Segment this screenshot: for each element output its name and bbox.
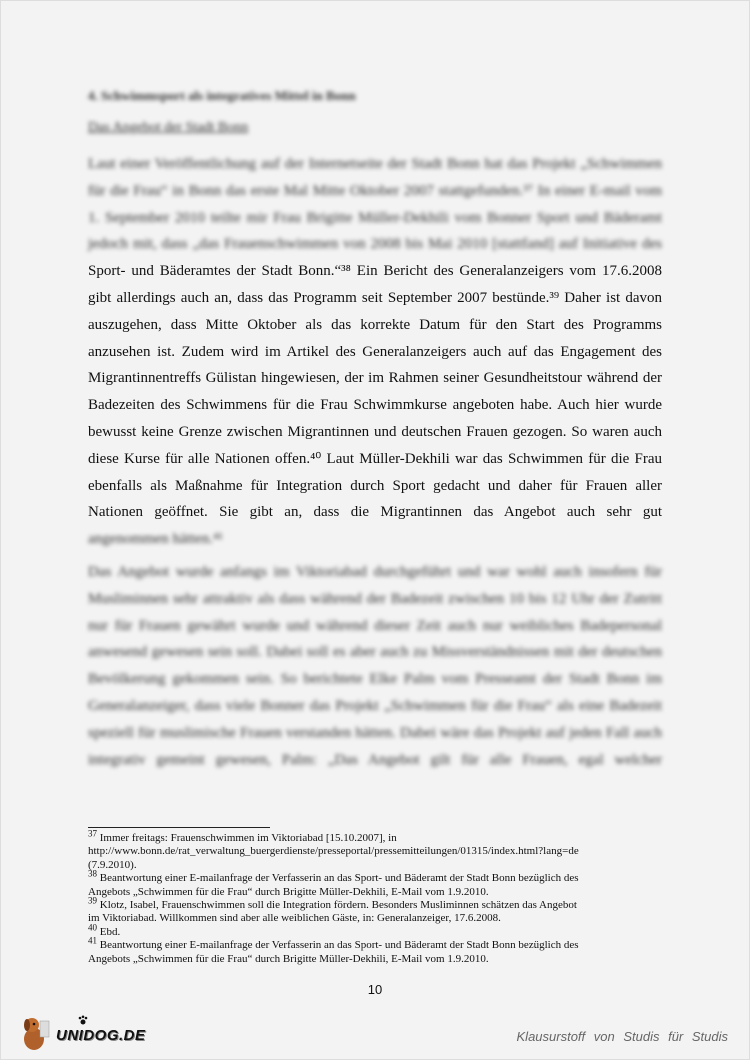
footer-tagline: Klausurstoff von Studis für Studis — [516, 1029, 728, 1044]
footnote-line — [88, 912, 658, 925]
text-line: anwesend gewesen sein soll. Dabei soll es aber auch zu Missverständnissen mit der deutschen — [88, 644, 662, 661]
footnote-line — [88, 935, 658, 952]
text-line: Nationen geöffnet. Sie gibt an, dass die Migrantinnen das Angebot auch sehr gut — [88, 504, 662, 521]
text-line: jedoch mit, dass „das Frauenschwimmen von 2008 bis Mai 2010 [stattfand] auf Initiative des — [88, 236, 662, 253]
footnote-text: Angebots „Schwimmen für die Frau“ durch Brigitte Müller-Dekhili, E-Mail vom 1.9.2010. — [88, 952, 489, 965]
paw-icon — [78, 1015, 88, 1025]
footnote-line — [88, 886, 658, 899]
footnote-text: im Viktoriabad. Willkommen sind aber alle weiblichen Gäste, in: Generalanzeiger, 17.6.2008. — [88, 912, 501, 925]
footnote-text: Ebd. — [99, 925, 121, 938]
footnote-line — [88, 828, 658, 845]
footnote-line — [88, 859, 658, 872]
text-line: Generalanzeiger, dass viele Bonner das Projekt „Schwimmen für die Frau“ als eine Badezeit — [88, 697, 662, 714]
logo-text: UNIDOG.DE — [56, 1027, 146, 1044]
text-line: Das Angebot wurde anfangs im Viktoriabad durchgeführt und war wohl auch insofern für — [88, 564, 662, 580]
footnote-number: 37 — [88, 828, 97, 839]
text-line: Laut einer Veröffentlichung auf der Internetseite der Stadt Bonn hat das Projekt „Schwimmen — [88, 156, 662, 172]
footnote-separator — [88, 827, 270, 828]
text-line: auszugehen, dass Mitte Oktober als das korrekte Datum für den Start des Programms — [88, 316, 662, 333]
text-line: Bevölkerung gekommen sein. So berichtete Elke Palm vom Presseamt der Stadt Bonn im — [88, 671, 662, 688]
footnote-line — [88, 953, 658, 966]
paragraph-2 — [88, 559, 662, 773]
footnote-number: 41 — [88, 935, 97, 946]
text-line: gibt allerdings auch an, dass das Programm seit September 2007 bestünde.³⁹ Daher ist davon — [88, 289, 662, 306]
text-line: 1. September 2010 teilte mir Frau Brigitte Müller-Dekhili vom Bonner Sport und Bäderamt — [88, 209, 662, 226]
footnote-text: Beantwortung einer E-mailanfrage der Verfasserin an das Sport- und Bäderamt der Stadt Bonn bezüglich des — [99, 939, 579, 952]
footnote-line — [88, 868, 658, 885]
footnote-text: (7.9.2010). — [88, 858, 137, 871]
footnotes — [88, 828, 658, 966]
page-number: 10 — [367, 982, 383, 997]
section-subheading: Das Angebot der Stadt Bonn — [88, 120, 249, 135]
text-line: anzusehen ist. Zudem wird im Artikel des Generalanzeigers auch auf das Engagement des — [88, 343, 662, 360]
text-line: integrativ gemeint gewesen, Palm: „Das Angebot gilt für alle Frauen, egal welcher — [88, 751, 662, 768]
text-line: angenommen hätten.⁴¹ — [88, 531, 223, 548]
text-line: speziell für muslimische Frauen verstanden hätten. Dabei wäre das Projekt auf jeden Fall auch — [88, 724, 662, 741]
footnote-text: http://www.bonn.de/rat_verwaltung_buergerdienste/presseportal/pressemitteilungen/01315/index.html?lang=de — [88, 845, 579, 858]
footnote-number: 38 — [88, 868, 97, 879]
unidog-logo[interactable] — [18, 1013, 158, 1051]
footnote-text: Klotz, Isabel, Frauenschwimmen soll die Integration fördern. Besonders Musliminnen schätzen das Angebot — [99, 899, 577, 912]
footnote-line — [88, 895, 658, 912]
paragraph-1 — [88, 151, 662, 553]
footnote-number: 40 — [88, 922, 97, 933]
text-line: ebenfalls als Maßnahme für Integration durch Sport gedacht und daher für Frauen aller — [88, 477, 662, 494]
footnote-text: Immer freitags: Frauenschwimmen im Viktoriabad [15.10.2007], in — [99, 832, 397, 844]
text-line: Sport- und Bäderamtes der Stadt Bonn.“³⁸ Ein Bericht des Generalanzeigers vom 17.6.2008 — [88, 263, 662, 280]
text-line: Migrantinnentreffs Gülistan hingewiesen, der im Rahmen seiner Gesundheitstour während der — [88, 370, 662, 387]
text-line: für die Frau“ in Bonn das erste Mal Mitte Oktober 2007 stattgefunden.³⁷ In einer E-mail vom — [88, 182, 662, 199]
footnote-line — [88, 845, 658, 858]
text-line: diese Kurse für alle Nationen offen.⁴⁰ Laut Müller-Dekhili war das Schwimmen für die Frau — [88, 450, 662, 467]
dog-icon — [18, 1013, 58, 1053]
footnote-line — [88, 922, 658, 939]
section-heading: 4. Schwimmsport als integratives Mittel in Bonn — [88, 88, 356, 103]
footnote-number: 39 — [88, 895, 97, 906]
text-line: Badezeiten des Schwimmens für die Frau Schwimmkurse angeboten habe. Auch hier wurde — [88, 397, 662, 414]
text-line: nur für Frauen gewährt wurde und während dieser Zeit auch nur weibliches Badepersonal — [88, 617, 662, 634]
footnote-text: Angebots „Schwimmen für die Frau“ durch Brigitte Müller-Dekhili, E-Mail vom 1.9.2010. — [88, 885, 489, 898]
text-line: Musliminnen sehr attraktiv als dass während der Badezeit zwischen 10 bis 12 Uhr der Zutritt — [88, 590, 662, 607]
footnote-text: Beantwortung einer E-mailanfrage der Verfasserin an das Sport- und Bäderamt der Stadt Bonn bezüglich des — [99, 872, 579, 885]
text-line: bewusst keine Grenze zwischen Migrantinnen und deutschen Frauen gezogen. So waren auch — [88, 423, 662, 440]
